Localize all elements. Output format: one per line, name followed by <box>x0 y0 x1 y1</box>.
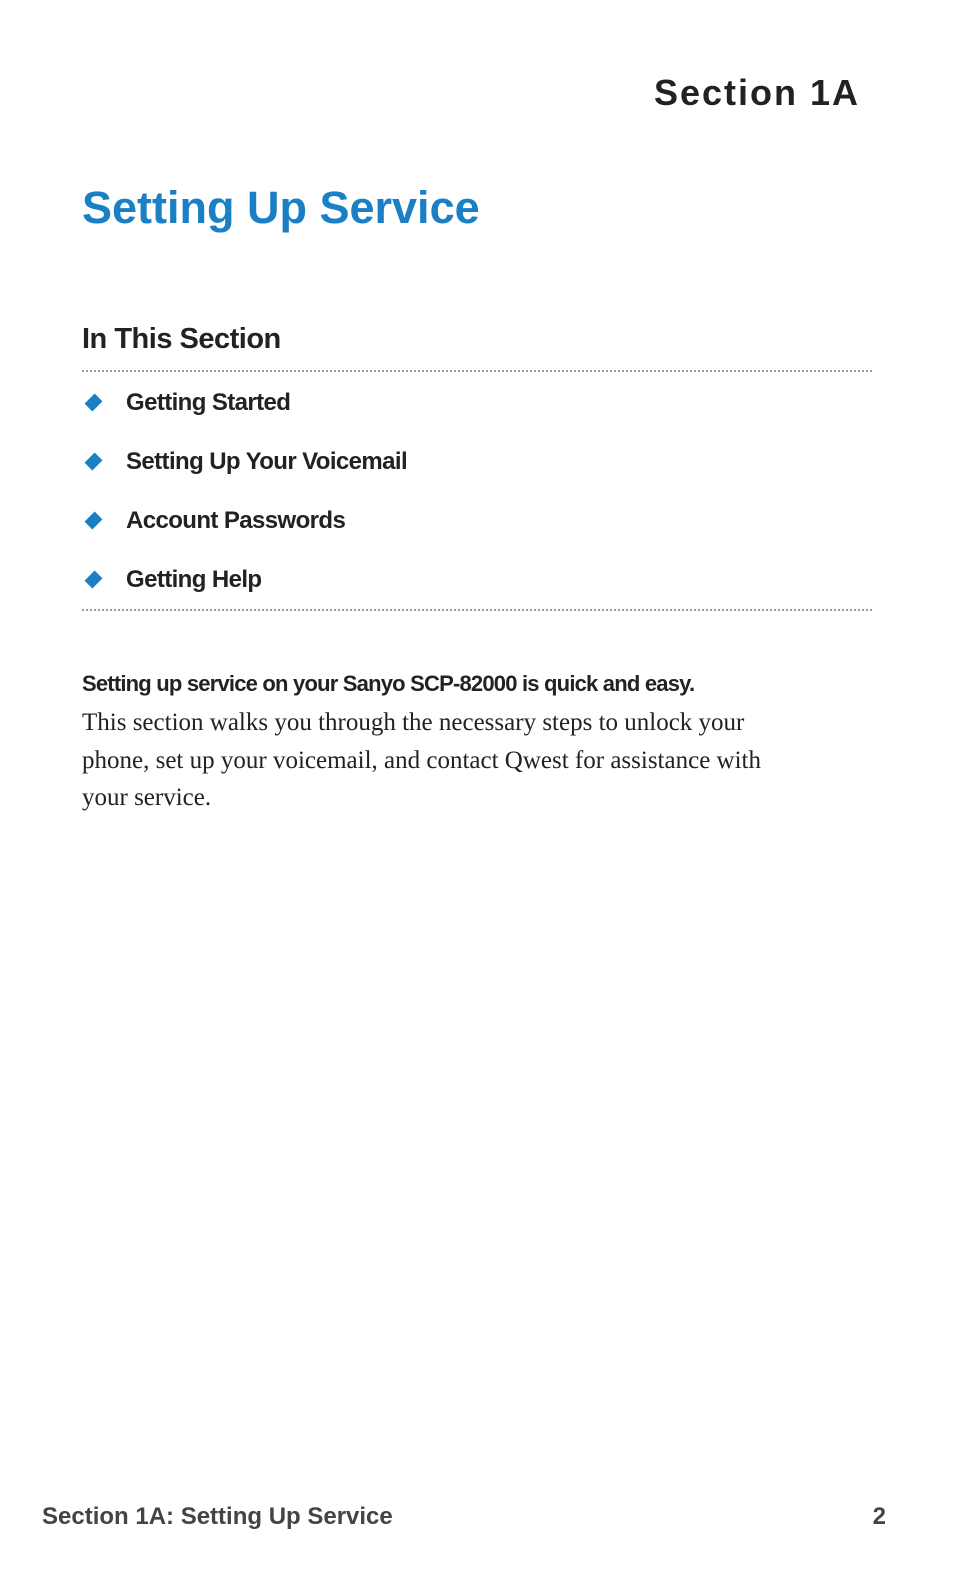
in-this-section <box>82 322 872 611</box>
topic-setting-up-voicemail: Setting Up Your Voicemail <box>126 447 408 475</box>
diamond-bullet-icon <box>85 512 103 530</box>
bottom-divider <box>82 609 872 611</box>
diamond-bullet-icon <box>85 453 103 471</box>
top-divider <box>82 370 872 372</box>
page-title: Setting Up Service <box>82 182 480 233</box>
page-number: 2 <box>872 1503 886 1530</box>
list-item <box>82 373 872 432</box>
diamond-bullet-icon <box>85 394 103 412</box>
topic-getting-help: Getting Help <box>126 565 262 593</box>
section-topics-list <box>82 373 872 609</box>
list-item <box>82 550 872 609</box>
footer-title: Section 1A: Setting Up Service <box>42 1503 393 1530</box>
list-item <box>82 491 872 550</box>
section-label: Section 1A <box>653 72 860 113</box>
topic-account-passwords: Account Passwords <box>126 506 346 534</box>
intro-block <box>82 668 812 817</box>
intro-lead: Setting up service on your Sanyo SCP-82000 is quick and easy. <box>82 671 695 696</box>
diamond-bullet-icon <box>85 571 103 589</box>
list-item <box>82 432 872 491</box>
topic-getting-started: Getting Started <box>126 388 291 416</box>
in-this-section-heading: In This Section <box>82 323 281 355</box>
intro-body: This section walks you through the necessary steps to unlock your phone, set up your voicemail, and contact Qwest for assistance with your service. <box>82 709 761 811</box>
